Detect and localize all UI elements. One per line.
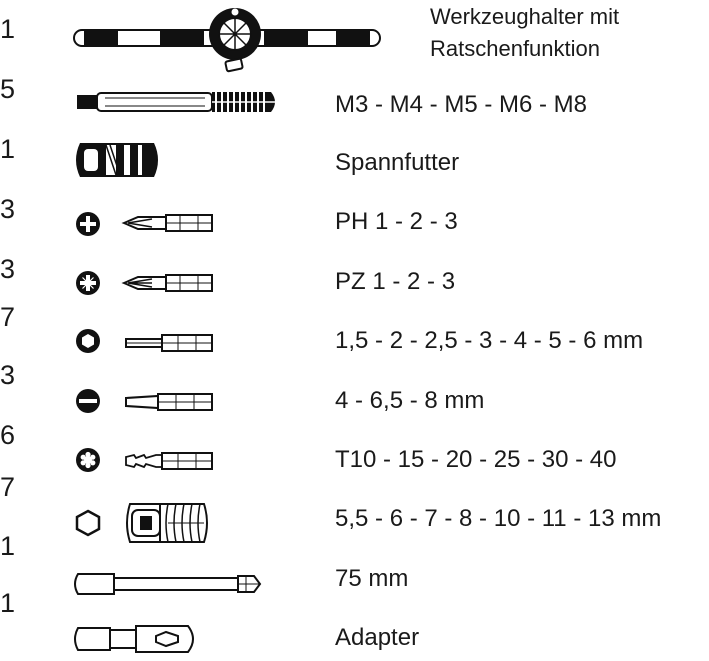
label-sockets: 5,5 - 6 - 7 - 8 - 10 - 11 - 13 mm xyxy=(335,505,662,532)
quantity-slotted-bits: 3 xyxy=(0,360,16,390)
slotted-bit-illustration xyxy=(122,391,222,413)
label-chuck: Spannfutter xyxy=(335,149,460,176)
label-adapter: Adapter xyxy=(335,624,420,651)
quantity-hex-bits: 7 xyxy=(0,302,16,332)
label-extension: 75 mm xyxy=(335,565,409,592)
pozidriv-icon xyxy=(75,270,101,296)
phillips-bit-illustration xyxy=(122,212,222,234)
hex-socket-icon xyxy=(75,328,101,354)
quantity-pz-bits: 3 xyxy=(0,254,16,284)
quantity-adapter: 1 xyxy=(0,588,16,618)
label-hex-bits: 1,5 - 2 - 2,5 - 3 - 4 - 5 - 6 mm xyxy=(335,327,644,354)
extension-bar-illustration xyxy=(70,568,270,600)
label-torx-bits: T10 - 15 - 20 - 25 - 30 - 40 xyxy=(335,446,617,473)
label-tap-wrench-line2: Ratschenfunktion xyxy=(430,36,600,61)
pozidriv-bit-illustration xyxy=(122,272,222,294)
tap-wrench-illustration xyxy=(70,4,400,78)
adapter-illustration xyxy=(70,622,210,656)
socket-illustration xyxy=(122,500,212,546)
label-ph-bits: PH 1 - 2 - 3 xyxy=(335,208,458,235)
quantity-extension: 1 xyxy=(0,531,16,561)
phillips-icon xyxy=(75,211,101,237)
quantity-taps: 5 xyxy=(0,74,16,104)
quantity-chuck: 1 xyxy=(0,134,16,164)
label-taps: M3 - M4 - M5 - M6 - M8 xyxy=(335,91,588,118)
quantity-sockets: 7 xyxy=(0,472,16,502)
label-pz-bits: PZ 1 - 2 - 3 xyxy=(335,268,456,295)
slotted-icon xyxy=(75,388,101,414)
quantity-tap-wrench: 1 xyxy=(0,14,16,44)
quantity-torx-bits: 6 xyxy=(0,420,16,450)
hex-nut-icon xyxy=(75,509,101,537)
chuck-illustration xyxy=(70,137,170,183)
torx-icon xyxy=(75,447,101,473)
quantity-ph-bits: 3 xyxy=(0,194,16,224)
torx-bit-illustration xyxy=(122,450,222,472)
label-tap-wrench-line1: Werkzeughalter mit xyxy=(430,4,620,29)
label-slotted-bits: 4 - 6,5 - 8 mm xyxy=(335,387,485,414)
hex-bit-illustration xyxy=(122,332,222,354)
thread-tap-illustration xyxy=(75,88,285,116)
